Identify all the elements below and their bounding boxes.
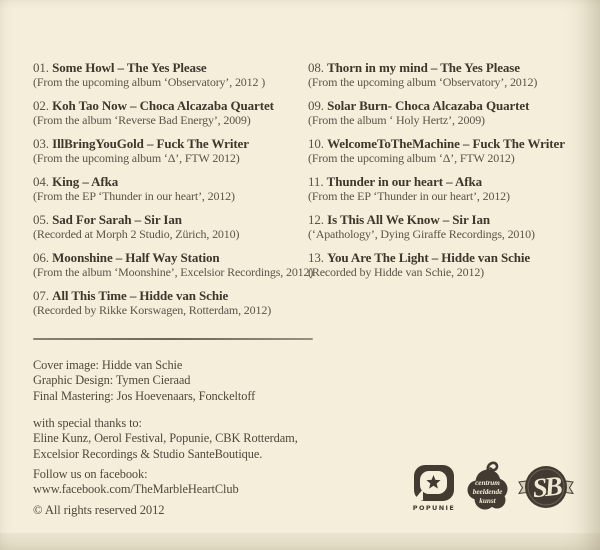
thanks-heading: with special thanks to: (33, 416, 142, 430)
track-title-line (308, 60, 590, 75)
track-number: 12. (308, 212, 324, 227)
track-item (33, 98, 305, 128)
track-number: 10. (308, 136, 324, 151)
cbk-logo-icon (464, 457, 510, 513)
credit-graphic-design: Graphic Design: Tymen Cieraad (33, 373, 191, 388)
track-note: (From the album ‘Reverse Bad Energy’, 2009) (33, 113, 251, 128)
track-title: Some Howl – The Yes Please (52, 60, 207, 75)
track-note: (From the EP ‘Thunder in our heart’, 2012) (33, 189, 235, 204)
track-item (308, 60, 590, 90)
track-title-line (33, 98, 305, 113)
track-title-line (308, 98, 590, 113)
track-number: 11. (308, 174, 324, 189)
track-title: All This Time – Hidde van Schie (52, 288, 229, 303)
track-title: Moonshine – Half Way Station (52, 250, 220, 265)
track-item (308, 250, 590, 280)
track-number: 05. (33, 212, 49, 227)
track-note: (‘Apathology’, Dying Giraffe Recordings, 2010) (308, 227, 535, 242)
track-title-line (33, 288, 305, 303)
track-number: 07. (33, 288, 49, 303)
track-note: (From the upcoming album ‘Δ’, FTW 2012) (33, 151, 240, 166)
track-title: King – Afka (52, 174, 119, 189)
track-title: Thorn in my mind – The Yes Please (327, 60, 520, 75)
credit-mastering: Final Mastering: Jos Hoevenaars, Fonckeltoff (33, 388, 256, 403)
track-number: 03. (33, 136, 49, 151)
sb-monogram: SB (530, 470, 562, 504)
tracklist-left-column (33, 60, 314, 326)
track-title: You Are The Light – Hidde van Schie (327, 250, 531, 265)
credit-cover-image: Cover image: Hidde van Schie (33, 358, 183, 372)
track-note: (Recorded at Morph 2 Studio, Zürich, 2010) (33, 227, 240, 242)
track-title-line (308, 212, 590, 227)
track-item (308, 136, 590, 166)
facebook-section (33, 467, 239, 498)
track-title: IllBringYouGold – Fuck The Writer (52, 136, 249, 151)
sb-logo-icon (518, 462, 574, 512)
cbk-text-line: centrum (475, 479, 500, 487)
cbk-text-line: kunst (479, 497, 496, 505)
scan-edge-bottom (0, 533, 600, 550)
track-item (33, 250, 314, 280)
track-note: (From the upcoming album ‘Δ’, FTW 2012) (308, 151, 515, 166)
popunie-logo-icon (412, 464, 456, 502)
track-number: 02. (33, 98, 49, 113)
special-thanks (33, 416, 298, 462)
track-note: (From the album ‘ Holy Hertz’, 2009) (308, 113, 485, 128)
track-number: 06. (33, 250, 49, 265)
track-title-line (33, 212, 305, 227)
track-title: Sad For Sarah – Sir Ian (52, 212, 182, 227)
track-title-line (33, 250, 305, 265)
track-title: Solar Burn- Choca Alcazaba Quartet (327, 98, 530, 113)
track-title-line (308, 136, 590, 151)
logo-row (412, 457, 574, 513)
track-item (33, 212, 305, 242)
thanks-line: Eline Kunz, Oerol Festival, Popunie, CBK Rotterdam, (33, 431, 298, 446)
track-note: (Recorded by Hidde van Schie, 2012) (308, 265, 485, 280)
track-number: 04. (33, 174, 49, 189)
cbk-logo (464, 457, 510, 513)
track-title-line (33, 60, 305, 75)
track-item (308, 174, 590, 204)
track-number: 09. (308, 98, 324, 113)
track-title: WelcomeToTheMachine – Fuck The Writer (327, 136, 565, 151)
track-number: 13. (308, 250, 324, 265)
track-item (308, 212, 590, 242)
track-note: (From the album ‘Moonshine’, Excelsior Recordings, 2012) (33, 265, 314, 280)
track-item (33, 60, 305, 90)
popunie-logo (412, 464, 456, 512)
facebook-url: www.facebook.com/TheMarbleHeartClub (33, 482, 239, 497)
track-item (33, 136, 305, 166)
track-title-line (308, 174, 590, 189)
track-item (308, 98, 590, 128)
track-title: Koh Tao Now – Choca Alcazaba Quartet (52, 98, 274, 113)
track-number: 01. (33, 60, 49, 75)
track-title-line (33, 174, 305, 189)
cbk-text-line: beeldende (472, 488, 503, 496)
track-item (33, 174, 305, 204)
track-note: (Recorded by Rikke Korswagen, Rotterdam, 2012) (33, 303, 272, 318)
track-title-line (33, 136, 305, 151)
sb-logo (518, 462, 574, 512)
facebook-heading: Follow us on facebook: (33, 467, 148, 481)
track-title-line (308, 250, 590, 265)
divider-line (33, 338, 313, 340)
track-note: (From the EP ‘Thunder in our heart’, 2012) (308, 189, 510, 204)
track-note: (From the upcoming album ‘Observatory’, 2012) (308, 75, 538, 90)
copyright-notice: © All rights reserved 2012 (33, 503, 165, 517)
popunie-wordmark: POPUNIE (412, 504, 456, 512)
track-item (33, 288, 305, 318)
track-title: Thunder in our heart – Afka (326, 174, 483, 189)
track-number: 08. (308, 60, 324, 75)
tracklist-right-column (308, 60, 590, 288)
track-title: Is This All We Know – Sir Ian (327, 212, 491, 227)
production-credits (33, 358, 255, 404)
track-note: (From the upcoming album ‘Observatory’, 2012 ) (33, 75, 266, 90)
thanks-line: Excelsior Recordings & Studio SanteBoutique. (33, 446, 263, 461)
